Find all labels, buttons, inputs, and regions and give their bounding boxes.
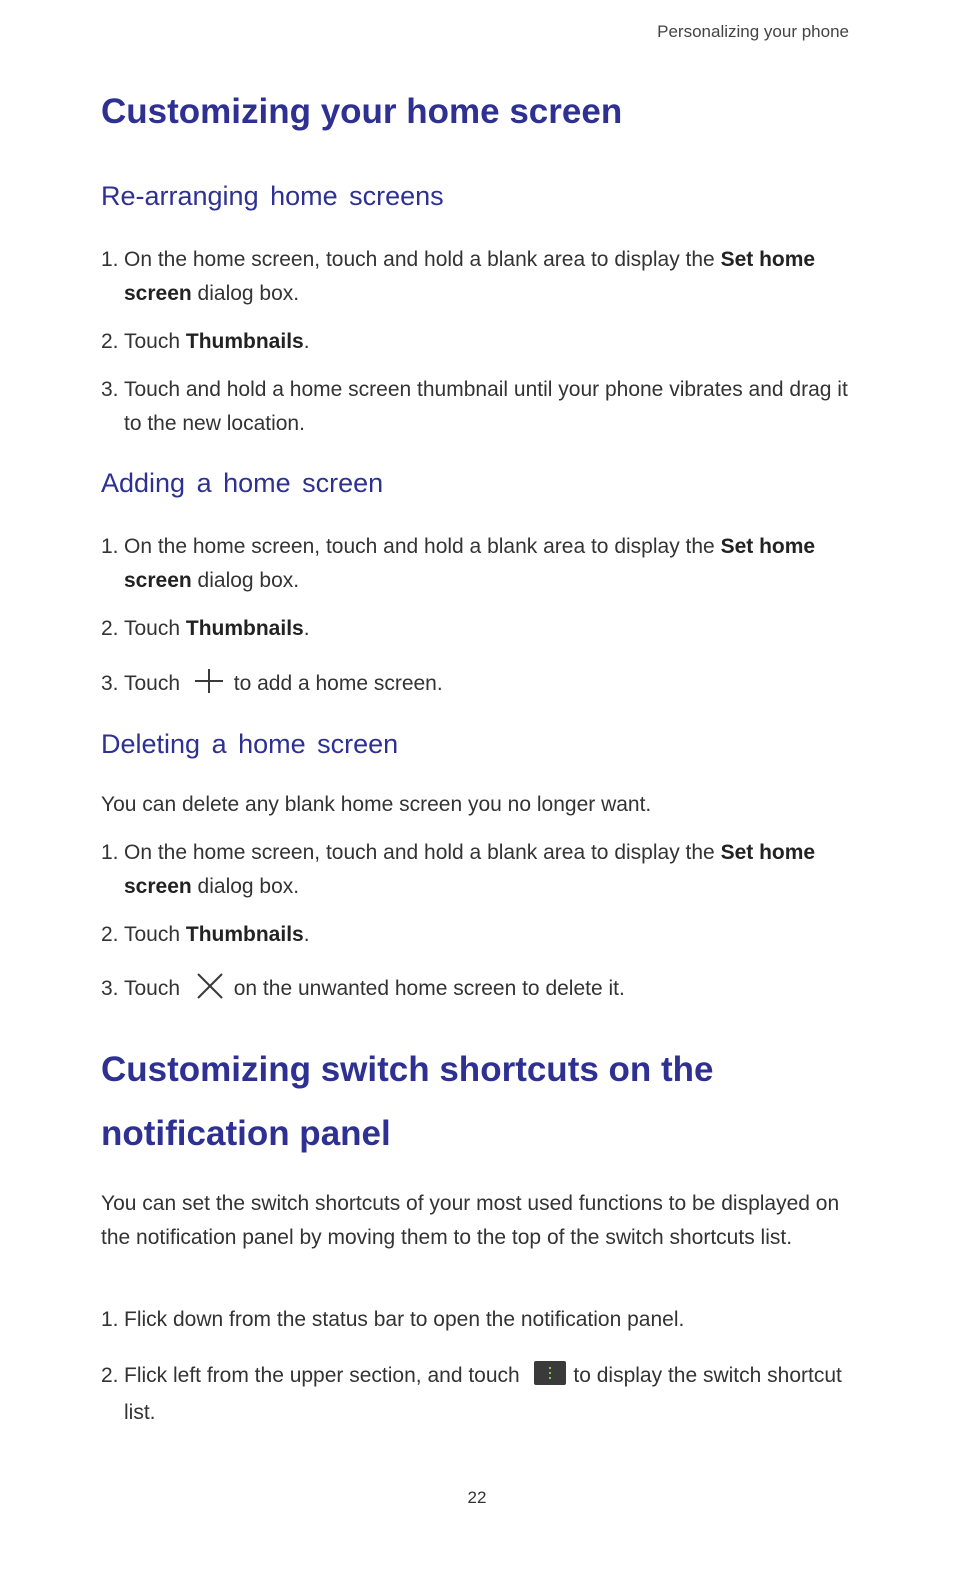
step-number: 1. (101, 841, 119, 864)
step-text: to display the switch shortcut list. (124, 1364, 842, 1424)
shortcuts-step-2 (101, 1359, 844, 1430)
step-text: . (303, 617, 310, 640)
step-text: on the unwanted home screen to delete it. (233, 977, 625, 1000)
page-number: 22 (467, 1488, 487, 1507)
step-text: Touch (124, 617, 186, 640)
step-number: 3. (101, 672, 119, 695)
section-title-switch-shortcuts-line2: notification panel (101, 1114, 391, 1153)
step-text: Flick left from the upper section, and touch (124, 1364, 520, 1387)
step-number: 2. (101, 1364, 119, 1387)
step-text: Flick down from the status bar to open the notification panel. (124, 1308, 685, 1331)
step-text: to add a home screen. (233, 672, 443, 695)
plus-icon (194, 668, 224, 705)
add-step-2 (101, 612, 874, 646)
add-step-3 (101, 667, 874, 705)
delete-step-1 (101, 836, 874, 904)
delete-intro: You can delete any blank home screen you no longer want. (101, 793, 652, 816)
shortcuts-step-1 (101, 1303, 874, 1337)
step-text: On the home screen, touch and hold a blank area to display the (124, 248, 721, 271)
switch-list-icon (534, 1361, 566, 1396)
add-step-1 (101, 530, 874, 598)
step-text: Touch (124, 330, 186, 353)
close-icon (196, 973, 224, 1010)
step-number: 2. (101, 617, 119, 640)
step-text: On the home screen, touch and hold a blank area to display the (124, 841, 721, 864)
section-title-home-screen: Customizing your home screen (101, 92, 623, 131)
step-number: 1. (101, 248, 119, 271)
thumbnails-label: Thumbnails (185, 330, 304, 353)
thumbnails-label: Thumbnails (185, 923, 304, 946)
step-number: 2. (101, 923, 119, 946)
step-text: dialog box. (191, 282, 300, 305)
step-text: dialog box. (191, 569, 300, 592)
step-text: Touch (124, 923, 186, 946)
subheading-rearranging: Re-arranging home screens (101, 181, 444, 211)
step-text: Touch and hold a home screen thumbnail until your phone vibrates and drag it to the new location. (124, 378, 848, 435)
rearrange-step-2 (101, 325, 874, 359)
step-text: On the home screen, touch and hold a blank area to display the (124, 535, 721, 558)
step-number: 2. (101, 330, 119, 353)
step-text: . (303, 330, 310, 353)
step-number: 1. (101, 535, 119, 558)
rearrange-step-3 (101, 373, 851, 441)
step-number: 3. (101, 378, 119, 401)
step-text: Touch (124, 977, 181, 1000)
running-head: Personalizing your phone (657, 22, 849, 41)
set-home-screen-label: Set home screen (124, 535, 816, 592)
delete-step-3 (101, 972, 874, 1010)
step-text: Touch (124, 672, 181, 695)
subheading-deleting: Deleting a home screen (101, 729, 399, 759)
step-number: 1. (101, 1308, 119, 1331)
step-text: dialog box. (191, 875, 300, 898)
thumbnails-label: Thumbnails (185, 617, 304, 640)
section-title-switch-shortcuts-line1: Customizing switch shortcuts on the (101, 1050, 714, 1089)
step-text: . (303, 923, 310, 946)
rearrange-step-1 (101, 243, 874, 311)
shortcuts-intro: You can set the switch shortcuts of your most used functions to be displayed on the notification panel by moving them to the top of the switch shortcuts list. (101, 1192, 840, 1249)
set-home-screen-label: Set home screen (124, 248, 816, 305)
subheading-adding: Adding a home screen (101, 468, 384, 498)
step-number: 3. (101, 977, 119, 1000)
delete-step-2 (101, 918, 874, 952)
set-home-screen-label: Set home screen (124, 841, 816, 898)
